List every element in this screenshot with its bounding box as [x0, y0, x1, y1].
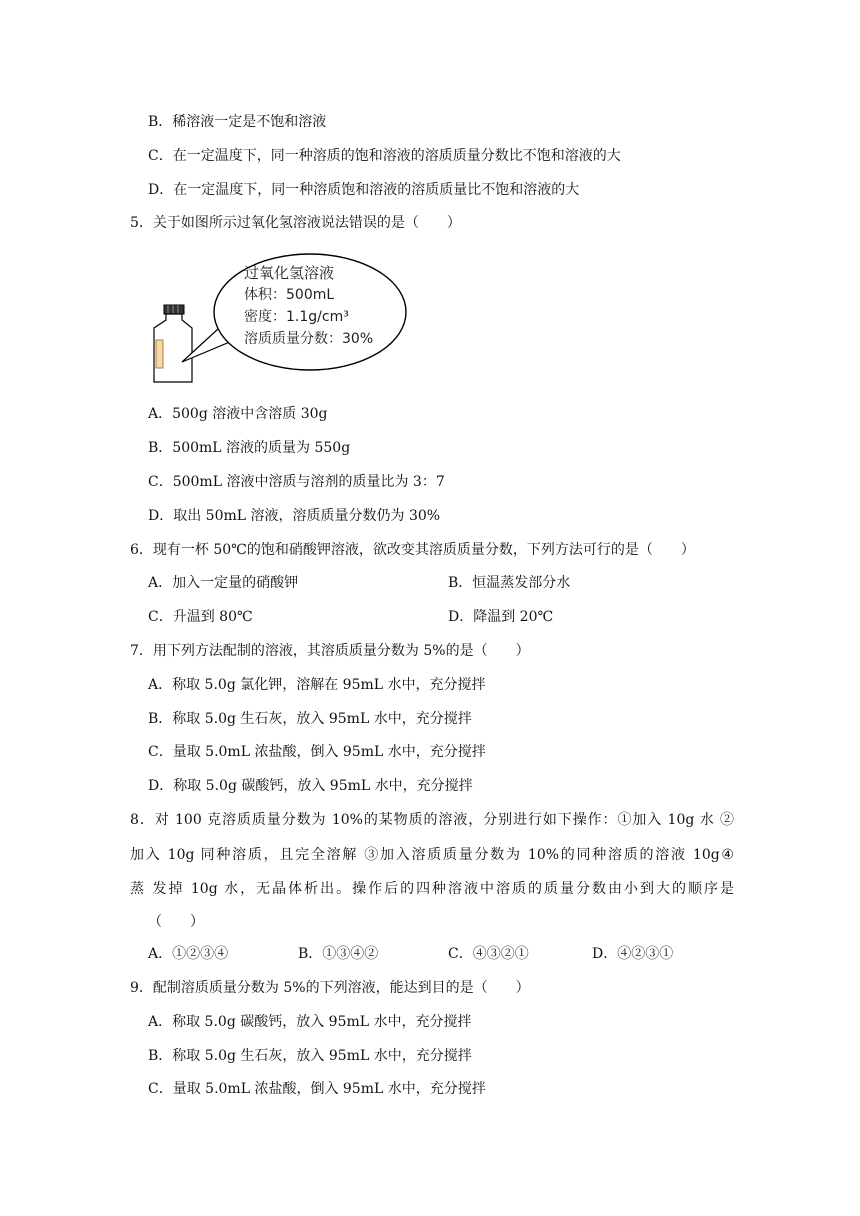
- option-5c: C．500mL 溶液中溶质与溶剂的质量比为 3：7: [148, 474, 445, 490]
- bottle-cap: [164, 305, 184, 314]
- option-7d: D．称取 5.0g 碳酸钙，放入 95mL 水中，充分搅拌: [148, 778, 473, 794]
- option-9c: C．量取 5.0mL 浓盐酸，倒入 95mL 水中，充分搅拌: [148, 1081, 486, 1097]
- question-6-stem: 6．现有一杯 50℃的饱和硝酸钾溶液，欲改变其溶质质量分数，下列方法可行的是（ ）: [130, 542, 695, 558]
- option-9b: B．称取 5.0g 生石灰，放入 95mL 水中，充分搅拌: [148, 1048, 472, 1064]
- option-6d: D．降温到 20℃: [448, 609, 554, 625]
- question-5-stem: 5．关于如图所示过氧化氢溶液说法错误的是（ ）: [130, 215, 461, 231]
- hydrogen-peroxide-label-figure: [148, 250, 408, 390]
- bottle-label: [156, 340, 163, 368]
- option-6a: A．加入一定量的硝酸钾: [148, 575, 299, 591]
- solution-name: 过氧化氢溶液: [244, 264, 335, 282]
- option-8b: B．①③④②: [298, 946, 379, 962]
- option-4d: D．在一定温度下，同一种溶质饱和溶液的溶质质量比不饱和溶液的大: [148, 182, 580, 198]
- option-6b: B．恒温蒸发部分水: [448, 575, 571, 591]
- option-6c: C．升温到 80℃: [148, 609, 253, 625]
- option-7c: C．量取 5.0mL 浓盐酸，倒入 95mL 水中，充分搅拌: [148, 744, 486, 760]
- option-5d: D．取出 50mL 溶液，溶质质量分数仍为 30%: [148, 508, 441, 524]
- question-8-stem-line-1: 8．对 100 克溶质质量分数为 10%的某物质的溶液，分别进行如下操作：①加入 10g 水 ②: [130, 812, 734, 828]
- option-5a: A．500g 溶液中含溶质 30g: [148, 406, 328, 422]
- option-7b: B．称取 5.0g 生石灰，放入 95mL 水中，充分搅拌: [148, 711, 472, 727]
- question-8-stem-line-3: 蒸 发掉 10g 水，无晶体析出。操作后的四种溶液中溶质的质量分数由小到大的顺序是: [130, 881, 734, 897]
- question-7-stem: 7．用下列方法配制的溶液，其溶质质量分数为 5%的是（ ）: [130, 643, 530, 659]
- option-4c: C．在一定温度下，同一种溶质的饱和溶液的溶质质量分数比不饱和溶液的大: [148, 148, 621, 164]
- option-5b: B．500mL 溶液的质量为 550g: [148, 440, 351, 456]
- option-8c: C．④③②①: [448, 946, 529, 962]
- question-8-stem-line-2: 加入 10g 同种溶质，且完全溶解 ③加入溶质质量分数为 10%的同种溶质的溶液 10g④: [130, 847, 734, 863]
- option-8d: D．④②③①: [592, 946, 674, 962]
- question-9-stem: 9．配制溶质质量分数为 5%的下列溶液，能达到目的是（ ）: [130, 980, 530, 996]
- option-8a: A．①②③④: [148, 946, 229, 962]
- option-4b: B．稀溶液一定是不饱和溶液: [148, 114, 327, 130]
- option-9a: A．称取 5.0g 碳酸钙，放入 95mL 水中，充分搅拌: [148, 1014, 472, 1030]
- solution-density: 密度：1.1g/cm³: [244, 309, 349, 325]
- question-8-stem-line-4: （ ）: [148, 914, 204, 930]
- solution-mass-fraction: 溶质质量分数：30%: [244, 331, 374, 347]
- solution-volume: 体积：500mL: [244, 287, 335, 303]
- option-7a: A．称取 5.0g 氯化钾，溶解在 95mL 水中，充分搅拌: [148, 677, 486, 693]
